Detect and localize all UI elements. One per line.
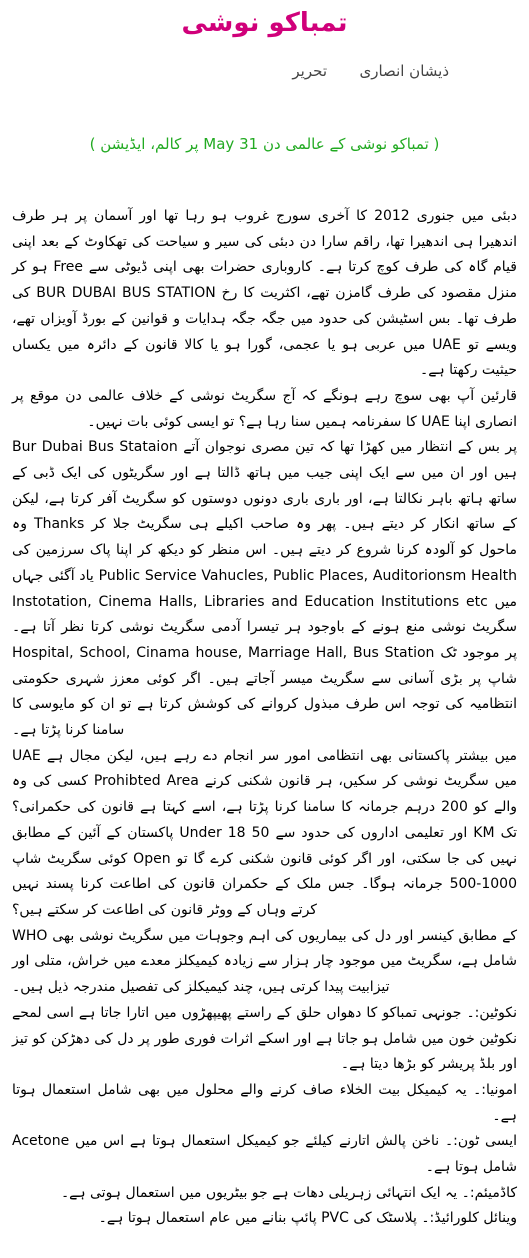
paragraph: وینائل کلورائیڈ:۔ پلاسٹک کی PVC پائپ بنانے میں عام استعمال ہوتا ہے۔ [98, 1210, 517, 1227]
paragraph: کاڈمیئم:۔ یہ ایک انتہائی زہریلی دھات ہے جو بیٹریوں میں استعمال ہوتی ہے۔ [60, 1184, 517, 1201]
article-title: تمباکو نوشی [181, 8, 348, 38]
paragraph: قارئین آپ بھی سوچ رہے ہونگے کہ آج سگریٹ نوشی کے خلاف عالمی دن موقع پر انصاری اپنا UAE کا سفرنامہ ہمیں سنا رہا ہے؟ تو ایسی کوئی بات نہیں۔ [12, 387, 517, 430]
paragraph: نکوٹین:۔ جونہی تمباکو کا دھواں حلق کے راستے پھیپھڑوں میں اتارا جاتا ہے اسی لمحے نکوٹین خون میں شامل ہو جاتا ہے اور اسکے اثرات فوری طور پر دل کی دھڑکن کو تیز اور بلڈ پریشر کو بڑھا دیتا ہے۔ [12, 1004, 517, 1073]
article-body [12, 204, 517, 1232]
paragraph: WHO کے مطابق کینسر اور دل کی بیماریوں کی اہم وجوہات میں سگریٹ نوشی بھی شامل ہے، سگریٹ میں موجود چار ہزار سے زیادہ کیمیکلز معدے میں خراش، متلی اور تیزابیت پیدا کرتی ہیں، چند کیمیکلز کی تفصیل مندرجہ ذیل ہیں۔ [12, 927, 517, 996]
paragraph: امونیا:۔ یہ کیمیکل بیت الخلاء صاف کرنے والے محلول میں بھی شامل استعمال ہوتا ہے۔ [12, 1081, 517, 1124]
paragraph: ایسی ٹون:۔ ناخن پالش اتارنے کیلئے جو کیمیکل استعمال ہوتا ہے اس میں Acetone شامل ہوتا ہے۔ [12, 1133, 517, 1176]
paragraph: دبئی میں جنوری 2012 کا آخری سورج غروب ہو رہا تھا اور آسمان پر ہر طرف اندھیرا ہی اندھیرا تھا، راقم سارا دن دبئی کی سیر و سیاحت کی تھکاوٹ کے بعد اپنی قیام گاہ کی طرف کوچ کرتا ہے۔ کاروباری حضرات بھی اپنی ڈیوٹی سے Free ہو کر منزل مقصود کی طرف گامزن تھے، اکثریت کا رخ BUR DUBAI BUS STATION کی طرف تھا۔ بس اسٹیشن کی حدود میں جگہ جگہ ہدایات و قوانین کے بورڈ آویزاں تھے، ویسے تو UAE میں عربی ہو یا عجمی، گورا ہو یا کالا قانون کے دائرہ میں یکساں حیثیت رکھتا ہے۔ [12, 208, 518, 379]
byline [0, 62, 529, 88]
paragraph: Bur Dubai Bus Stataion پر بس کے انتظار میں کھڑا تھا کہ تین مصری نوجوان آتے ہیں اور ان میں سے ایک اپنی جیب میں ہاتھ ڈالتا ہے اور سگریٹوں کی ایک ڈبی کے ساتھ ہاتھ باہر نکالتا ہے، اور باری باری دونوں دوستوں کو سگریٹ آفر کرتا ہے، لیکن وہ Thanks کے ساتھ انکار کر دیتے ہیں۔ پھر وہ صاحب اکیلے ہی سگریٹ جلا کر ماحول کو آلودہ کرنا شروع کر دیتے ہیں۔ اس منظر کو دیکھ کر اپنا پاک سرزمین کی یاد آگئی جہاں Public Service Vahucles, Public Places, Auditorionsm Health Instotation, Cinema Halls, Libraries and Education Institutions etc میں سگریٹ نوشی منع ہونے کے باوجود ہر تیسرا آدمی سگریٹ نوشی کرتا نظر آتا ہے۔ Hospital, School, Cinama house, Marriage Hall, Bus Station پر موجود ٹک شاپ پر بڑی آسانی سے سگریٹ میسر آجاتے ہیں۔ اگر کوئی معزز شہری حکومتی انتظامیہ کی توجہ اس طرف مبذول کروانے کی کوشش کرتا ہے تو ان کو مایوسی کا سامنا کرنا پڑتا ہے۔ [12, 439, 517, 739]
edition-note: ( تمباکو نوشی کے عالمی دن 31 May پر کالم، ایڈیشن ) [89, 135, 440, 153]
byline-label: تحریر [292, 62, 327, 80]
paragraph: UAE میں بیشتر پاکستانی بھی انتظامی امور سر انجام دے رہے ہیں، لیکن مجال ہے کسی کی وہ Prohibted Area میں سگریٹ نوشی کر سکیں، ہر قانون شکنی کرنے والے کو 200 درہم جرمانہ کا سامنا کرنا پڑتا ہے، اسے کہتا ہے قانون کی حکمرانی؟ پاکستان کے آئین کے مطابق Under 18 اور تعلیمی اداروں کی حدود سے 50 KM تک کوئی سگریٹ شاپ Open نہیں کی جا سکتی، اور اگر کوئی قانون شکنی کرے گا تو 1000-500 جرمانہ ہوگا۔ جس ملک کے حکمران قانون کی اطاعت کرنا پسند نہیں کرتے وہاں کے ووٹر قانون کی اطاعت کر سکتے ہیں؟ [12, 747, 518, 918]
author-name: ذیشان انصاری [359, 62, 449, 80]
